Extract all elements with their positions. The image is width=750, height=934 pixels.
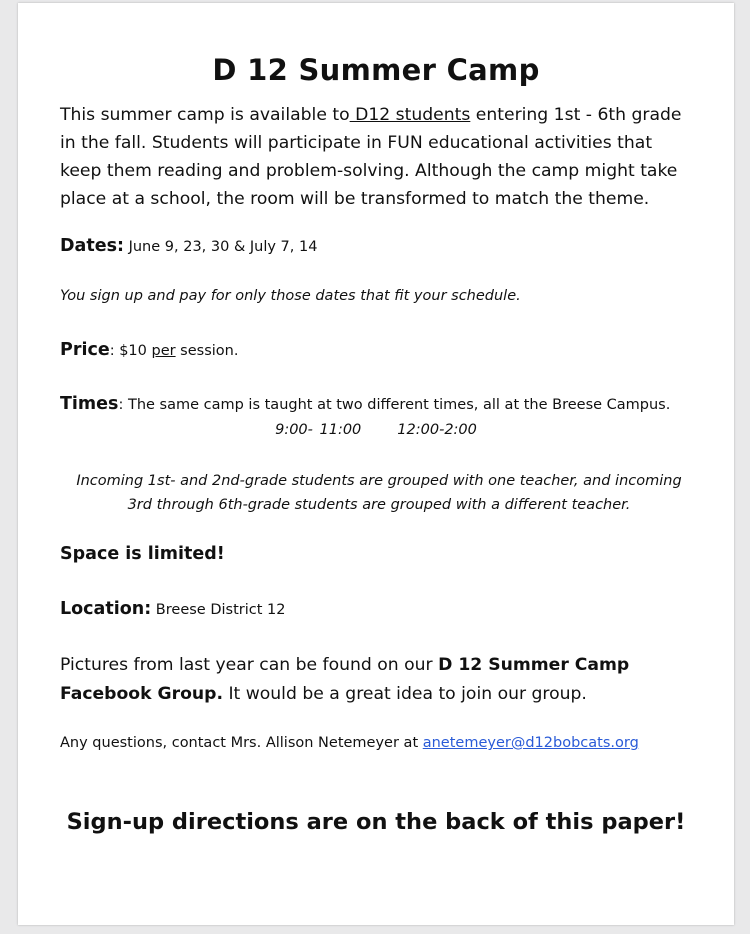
location-row <box>60 599 285 619</box>
flyer-page <box>18 3 734 925</box>
price-per: per <box>151 343 176 359</box>
dates-label: Dates: <box>60 236 124 256</box>
price-label: Price <box>60 340 110 360</box>
pictures-paragraph <box>60 651 700 709</box>
contact-text: Any questions, contact Mrs. Allison Netemeyer at <box>60 735 423 751</box>
times-row <box>60 394 670 414</box>
price-row <box>60 340 238 360</box>
time-slots <box>18 422 734 438</box>
dates-note: You sign up and pay for only those dates that fit your schedule. <box>60 288 521 304</box>
pictures-text-1: Pictures from last year can be found on our <box>60 655 439 675</box>
space-limited: Space is limited! <box>60 544 225 564</box>
intro-text-2: entering 1st - 6th grade in the fall. Students will participate in FUN educational activities that keep them reading and problem-solving. Although the camp might take place at a school, the room will be transformed to match the theme. <box>60 105 682 209</box>
times-text: : The same camp is taught at two different times, all at the Breese Campus. <box>118 397 671 413</box>
intro-paragraph <box>60 101 690 213</box>
page-title: D 12 Summer Camp <box>212 53 540 87</box>
times-label: Times <box>60 394 119 414</box>
price-amount: : $10 <box>109 343 152 359</box>
time-slot-afternoon: 12:00-2:00 <box>397 422 477 438</box>
facebook-group-name: D 12 Summer Camp Facebook Group. <box>60 655 630 704</box>
location-value: Breese District 12 <box>151 602 286 618</box>
grouping-note: Incoming 1st- and 2nd-grade students are grouped with one teacher, and incoming 3rd through 6th-grade students are grouped with a different teacher. <box>76 473 682 513</box>
location-label: Location: <box>60 599 152 619</box>
dates-value: June 9, 23, 30 & July 7, 14 <box>123 239 318 255</box>
price-rest: session. <box>175 343 239 359</box>
time-slot-morning: 9:00- 11:00 <box>275 422 362 438</box>
intro-text-1: This summer camp is available to <box>60 105 350 125</box>
intro-underlined: D12 students <box>349 105 471 125</box>
contact-email-link[interactable]: anetemeyer@d12bobcats.org <box>422 735 639 751</box>
signup-footer: Sign-up directions are on the back of this paper! <box>66 809 686 835</box>
contact-row <box>60 735 639 751</box>
pictures-text-2: It would be a great idea to join our group. <box>222 684 587 704</box>
dates-row <box>60 236 317 256</box>
